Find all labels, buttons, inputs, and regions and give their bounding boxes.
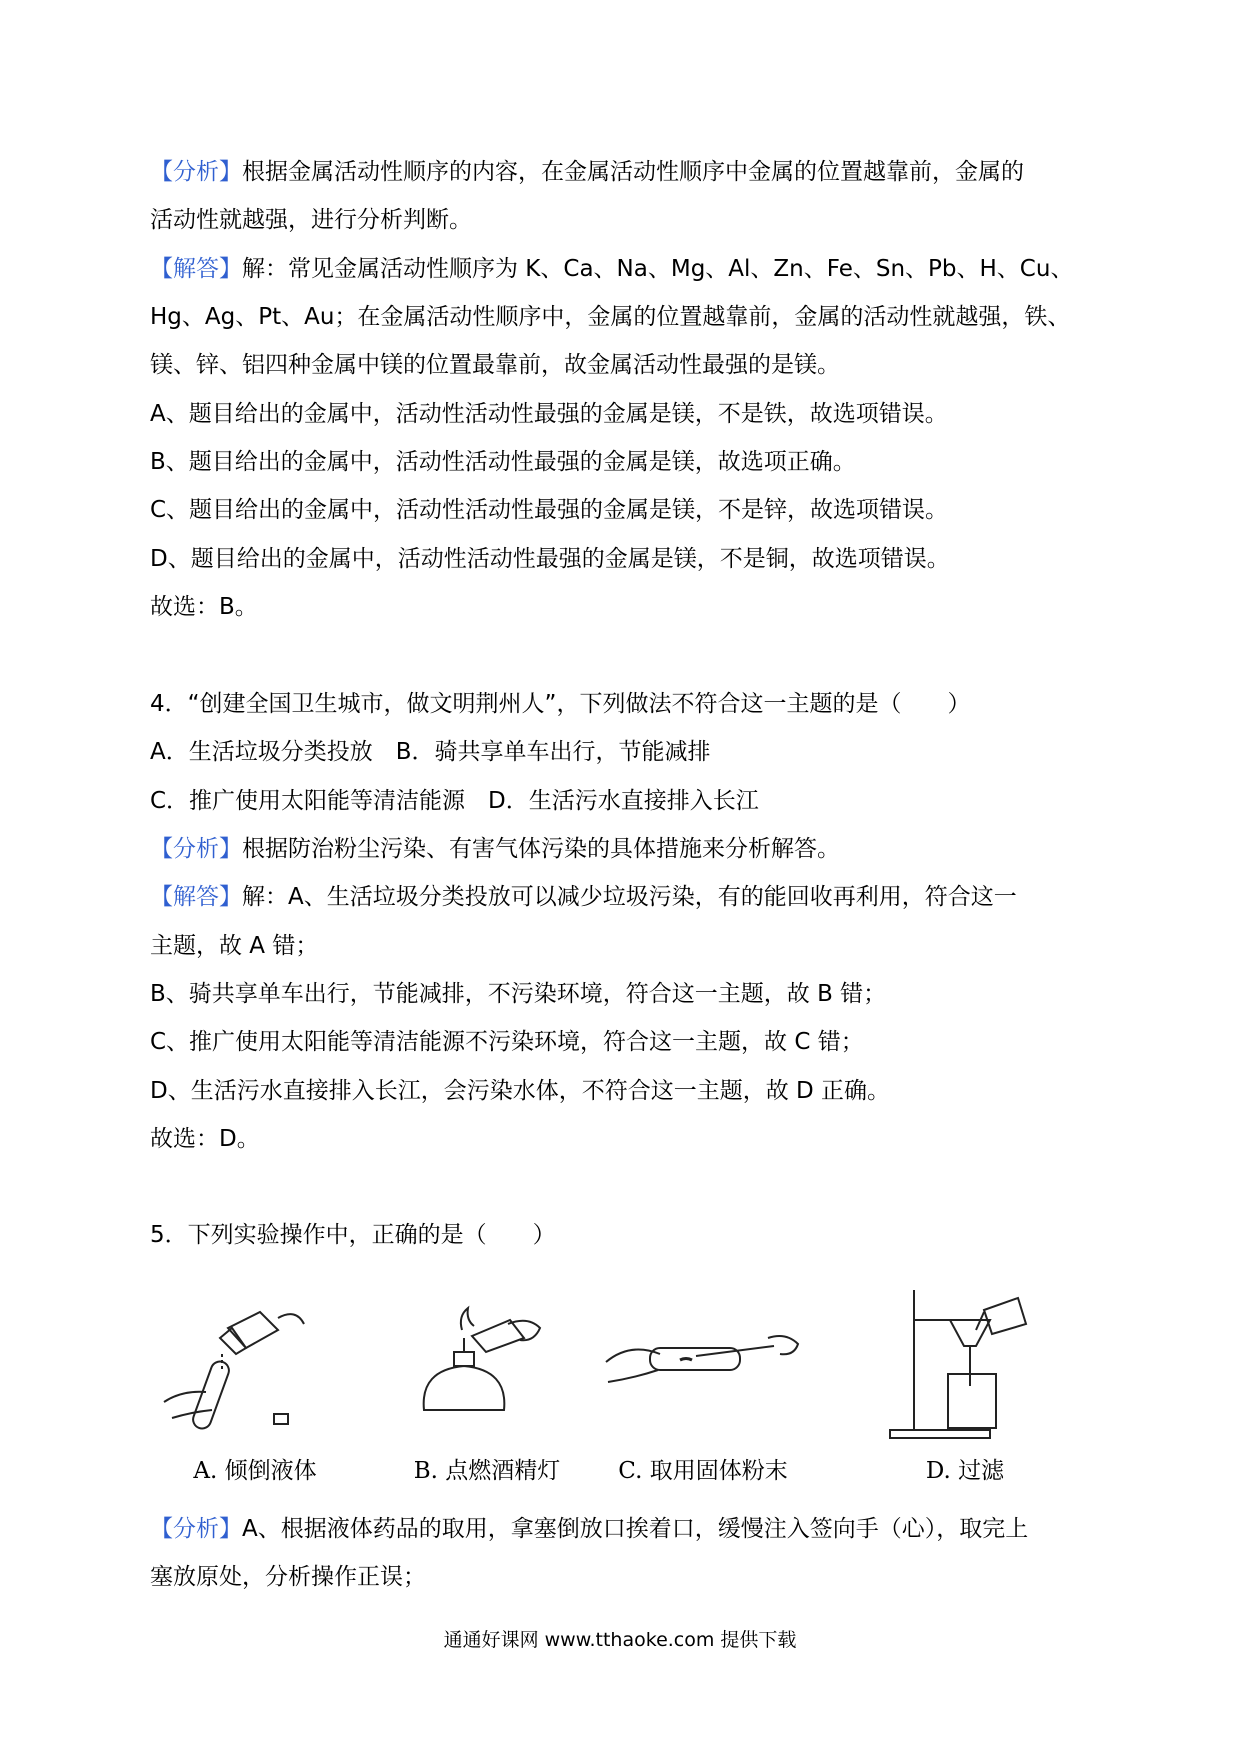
figure-d: [860, 1290, 1070, 1490]
q4-stem: 4．“创建全国卫生城市，做文明荆州人”，下列做法不符合这一主题的是（ ）: [150, 691, 971, 717]
q3-option-a: A、题目给出的金属中，活动性活动性最强的金属是镁，不是铁，故选项错误。: [150, 401, 948, 427]
q3-choice: 故选：B。: [150, 594, 258, 620]
pouring-liquid-icon: [150, 1290, 360, 1440]
q5-analysis-line-1: [150, 1514, 1028, 1544]
q4-options-ab: A．生活垃圾分类投放 B．骑共享单车出行，节能减排: [150, 739, 711, 765]
q3-option-d: D、题目给出的金属中，活动性活动性最强的金属是镁，不是铜，故选项错误。: [150, 546, 950, 572]
figure-a: [150, 1290, 360, 1490]
q4-answer-c: C、推广使用太阳能等清洁能源不污染环境，符合这一主题，故 C 错；: [150, 1029, 864, 1055]
figure-b: [382, 1290, 592, 1490]
q3-analysis-line-2: 活动性就越强，进行分析判断。: [150, 207, 472, 233]
analysis-tag: 【分析】: [150, 836, 242, 862]
q3-option-c: C、题目给出的金属中，活动性活动性最强的金属是镁，不是锌，故选项错误。: [150, 497, 949, 523]
q3-option-b: B、题目给出的金属中，活动性活动性最强的金属是镁，故选项正确。: [150, 449, 856, 475]
taking-solid-powder-icon: [598, 1290, 808, 1440]
figure-c: [598, 1290, 828, 1490]
filtration-icon: [860, 1290, 1070, 1440]
figure-c-caption: C. 取用固体粉末: [618, 1458, 788, 1484]
answer-tag: 【解答】: [150, 884, 242, 910]
answer-text: 解：常见金属活动性顺序为 K、Ca、Na、Mg、Al、Zn、Fe、Sn、Pb、H、Cu、: [242, 256, 1074, 282]
q5-stem: 5．下列实验操作中，正确的是（ ）: [150, 1222, 556, 1248]
analysis-tag: 【分析】: [150, 1516, 242, 1542]
lighting-alcohol-lamp-icon: [382, 1290, 592, 1440]
analysis-text: 根据金属活动性顺序的内容，在金属活动性顺序中金属的位置越靠前，金属的: [242, 159, 1024, 185]
q4-choice: 故选：D。: [150, 1126, 260, 1152]
page-footer: 通通好课网 www.tthaoke.com 提供下载: [443, 1629, 797, 1651]
q4-answer-line-2: 主题，故 A 错；: [150, 933, 319, 959]
answer-text: 解：A、生活垃圾分类投放可以减少垃圾污染，有的能回收再利用，符合这一: [242, 884, 1017, 910]
answer-tag: 【解答】: [150, 256, 242, 282]
figure-a-caption: A. 倾倒液体: [193, 1458, 317, 1484]
q3-answer-line-2: Hg、Ag、Pt、Au；在金属活动性顺序中，金属的位置越靠前，金属的活动性就越强，铁、: [150, 304, 1071, 330]
q4-answer-line-1: [150, 882, 1017, 912]
q3-analysis-line-1: [150, 157, 1024, 187]
analysis-tag: 【分析】: [150, 159, 242, 185]
q4-answer-b: B、骑共享单车出行，节能减排，不污染环境，符合这一主题，故 B 错；: [150, 981, 887, 1007]
q5-figures: [150, 1290, 1090, 1490]
q4-answer-d: D、生活污水直接排入长江，会污染水体，不符合这一主题，故 D 正确。: [150, 1078, 891, 1104]
q5-analysis-line-2: 塞放原处，分析操作正误；: [150, 1564, 426, 1590]
figure-d-caption: D. 过滤: [925, 1458, 1005, 1484]
figure-b-caption: B. 点燃酒精灯: [413, 1458, 561, 1484]
q3-answer-line-1: [150, 254, 1073, 284]
analysis-text: 根据防治粉尘污染、有害气体污染的具体措施来分析解答。: [242, 836, 840, 862]
q3-answer-line-3: 镁、锌、铝四种金属中镁的位置最靠前，故金属活动性最强的是镁。: [150, 352, 840, 378]
analysis-text: A、根据液体药品的取用，拿塞倒放口挨着口，缓慢注入签向手（心），取完上: [242, 1516, 1029, 1542]
q4-analysis-line-1: [150, 834, 840, 864]
q4-options-cd: C．推广使用太阳能等清洁能源 D．生活污水直接排入长江: [150, 788, 759, 814]
